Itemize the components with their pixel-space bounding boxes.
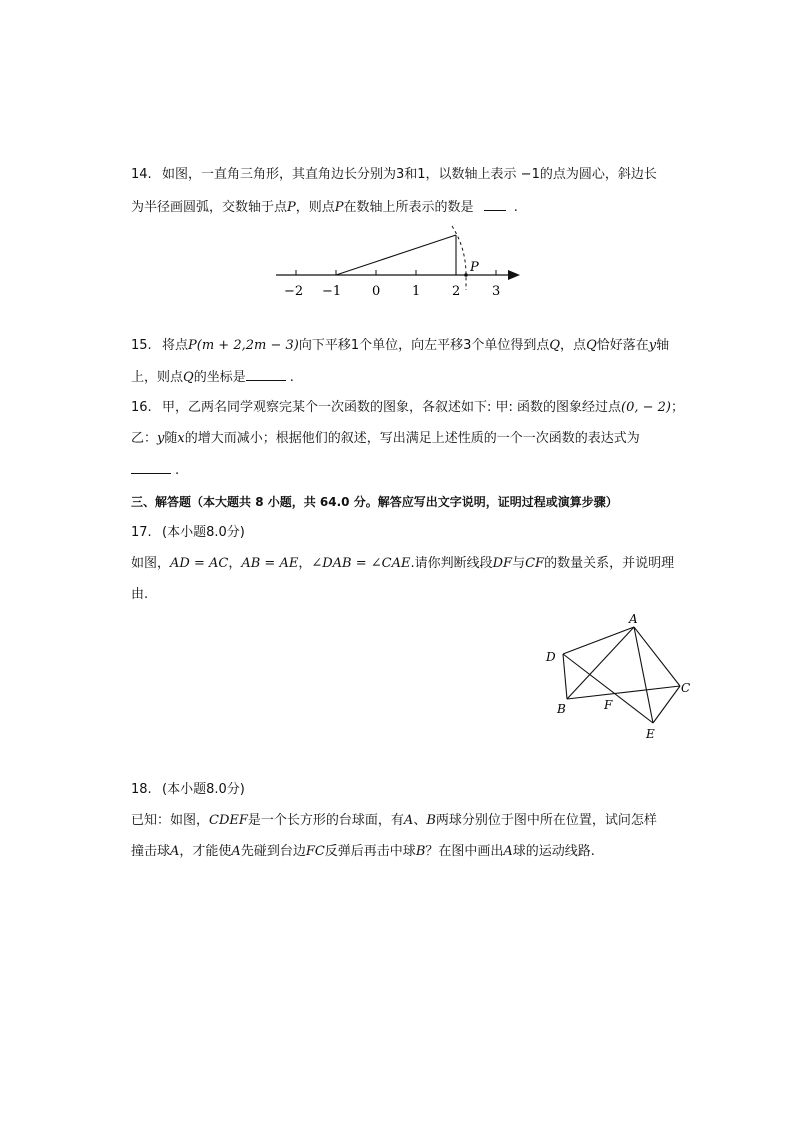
q17-text-1c: 与 xyxy=(512,556,526,571)
q15-text-1e: 轴 xyxy=(656,338,670,353)
q17-cond1: AD = AC xyxy=(170,556,229,571)
q18-text-2c: 先碰到台边 xyxy=(240,844,306,859)
q14-var-p: P xyxy=(287,200,296,215)
q16-text-1end: ； xyxy=(671,400,685,415)
q15-var-q3: Q xyxy=(183,370,194,385)
segment-ac xyxy=(634,627,680,686)
section-3-heading xyxy=(131,493,618,511)
q18-header xyxy=(131,781,245,799)
q18-text-2d: 反弹后再击中球 xyxy=(324,844,416,859)
segment-ab xyxy=(567,627,634,699)
q16-text-2c: 的增大而减小；根据他们的叙述，写出满足上述性质的一个一次函数的表达式为 xyxy=(184,431,640,446)
q14-text-2b: ，则点 xyxy=(295,200,335,215)
q18-line1 xyxy=(131,812,657,830)
q18-text-1b: 是一个长方形的台球面，有 xyxy=(247,813,404,828)
section-title-c: 分。解答应写出文字说明，证明过程或演算步骤） xyxy=(349,495,618,509)
q18-line2 xyxy=(131,843,595,861)
segment-bc xyxy=(567,686,680,699)
q18-text-2a: 撞击球 xyxy=(131,844,171,859)
q16-point: (0, − 2) xyxy=(621,400,672,415)
q15-line2 xyxy=(131,368,294,387)
q14-var-p2: P xyxy=(334,200,344,215)
q15-text-2a: 上，则点 xyxy=(131,370,184,385)
q14-number: 14. xyxy=(131,167,152,182)
q18-var-a: A xyxy=(403,813,414,828)
q17-number: 17. xyxy=(131,525,152,540)
label-e: E xyxy=(646,727,655,741)
q17-segment-df: DF xyxy=(492,556,513,571)
axis-tick-label: −1 xyxy=(322,284,342,299)
q15-answer-blank[interactable] xyxy=(246,368,286,381)
q14-answer-blank[interactable] xyxy=(484,198,506,211)
dashed-arc xyxy=(452,226,466,290)
q16-text-1a: 甲，乙两名同学观察完某个一次函数的图象，各叙述如下: 甲: 函数的图象经过点 xyxy=(162,400,622,415)
q18-rect-cdef: CDEF xyxy=(209,813,248,828)
q17-cond3: ∠DAB = ∠CAE xyxy=(311,556,411,571)
q18-text-1c: 两球分别位于图中所在位置，试问怎样 xyxy=(435,813,657,828)
label-c: C xyxy=(681,681,691,695)
q15-number: 15. xyxy=(131,338,152,353)
point-p-label: P xyxy=(470,260,479,275)
q16-answer-blank[interactable] xyxy=(131,461,171,474)
q17-line2 xyxy=(131,586,148,604)
q18-text-1a: 已知：如图， xyxy=(131,813,210,828)
q16-period: . xyxy=(175,463,180,478)
q15-text-2b: 的坐标是 xyxy=(193,370,246,385)
q17-cond2: AB = AE xyxy=(241,556,299,571)
q16-text-2b: 随 xyxy=(164,431,178,446)
q16-line3 xyxy=(131,461,179,480)
label-a: A xyxy=(629,612,638,626)
q14-text-2a: 为半径画圆弧，交数轴于点 xyxy=(131,200,288,215)
segment-ae xyxy=(634,627,653,723)
q15-var-q: Q xyxy=(549,338,561,353)
axis-tick-label: −2 xyxy=(284,284,304,299)
q15-var-q2: Q xyxy=(586,338,597,353)
q18-side-fc: FC xyxy=(305,844,325,859)
q14-period: . xyxy=(513,200,518,215)
q17-text-2: 由. xyxy=(131,587,149,602)
q16-var-x: x xyxy=(177,431,185,446)
q18-var-a4: A xyxy=(503,844,513,859)
section-title-a: 三、解答题（本大题共 xyxy=(131,495,256,509)
q15-period: . xyxy=(289,370,294,385)
label-b: B xyxy=(557,702,566,716)
q18-score-note: (本小题8.0分) xyxy=(162,782,245,797)
triangle-hypotenuse xyxy=(336,235,456,275)
q15-text-1a: 将点 xyxy=(162,338,189,353)
q14-line1 xyxy=(131,166,657,184)
q16-text-2a: 乙： xyxy=(131,431,158,446)
q15-text-1b: 向下平移1个单位，向左平移3个单位得到点 xyxy=(298,338,550,353)
q18-text-2e: ？在图中画出 xyxy=(425,844,504,859)
section-score: 64.0 xyxy=(319,495,350,509)
q16-line1 xyxy=(131,399,684,417)
label-f: F xyxy=(604,698,613,712)
q14-text-1: 如图，一直角三角形，其直角边长分别为3和1，以数轴上表示 −1的点为圆心，斜边长 xyxy=(162,167,657,182)
q16-var-y: y xyxy=(157,431,165,446)
q17-segment-cf: CF xyxy=(525,556,545,571)
q18-var-b: B xyxy=(426,813,436,828)
q18-dun: 、 xyxy=(413,813,427,828)
q18-number: 18. xyxy=(131,782,152,797)
q18-var-b2: B xyxy=(415,844,426,859)
segment-ad xyxy=(563,627,634,654)
q17-text-1b: .请你判断线段 xyxy=(410,556,493,571)
q17-sep1: ， xyxy=(228,556,242,571)
q16-number: 16. xyxy=(131,400,152,415)
section-count: 8 xyxy=(255,495,264,509)
axis-tick-label: 0 xyxy=(372,284,381,299)
label-d: D xyxy=(546,650,556,664)
segment-de xyxy=(563,654,653,723)
q18-text-2b: ，才能使 xyxy=(179,844,232,859)
axis-tick-label: 2 xyxy=(452,284,461,299)
q18-var-a3: A xyxy=(231,844,241,859)
q17-text-1a: 如图， xyxy=(131,556,171,571)
point-p xyxy=(464,273,468,277)
q17-header xyxy=(131,524,245,542)
q17-text-1d: 的数量关系，并说明理 xyxy=(544,556,675,571)
axis-tick-label: 1 xyxy=(412,284,421,299)
q17-score-note: (本小题8.0分) xyxy=(162,525,245,540)
q17-sep2: ， xyxy=(298,556,312,571)
q14-text-2c: 在数轴上所表示的数是 xyxy=(343,200,474,215)
q15-text-1d: 恰好落在 xyxy=(596,338,649,353)
q17-line1 xyxy=(131,555,674,573)
q15-var-y: y xyxy=(648,338,657,353)
axis-tick-label: 3 xyxy=(492,284,501,299)
q14-line2 xyxy=(131,198,518,217)
q15-line1 xyxy=(131,337,669,355)
q18-text-2f: 球的运动线路. xyxy=(512,844,595,859)
q16-line2 xyxy=(131,430,640,448)
segment-db xyxy=(563,654,567,699)
section-title-b: 小题，共 xyxy=(263,495,320,509)
q18-var-a2: A xyxy=(170,844,180,859)
axis-tick-marks xyxy=(296,270,496,275)
segment-ce xyxy=(653,686,680,723)
q15-text-1c: ，点 xyxy=(560,338,587,353)
q15-coord: P(m + 2,2m − 3) xyxy=(188,338,299,353)
